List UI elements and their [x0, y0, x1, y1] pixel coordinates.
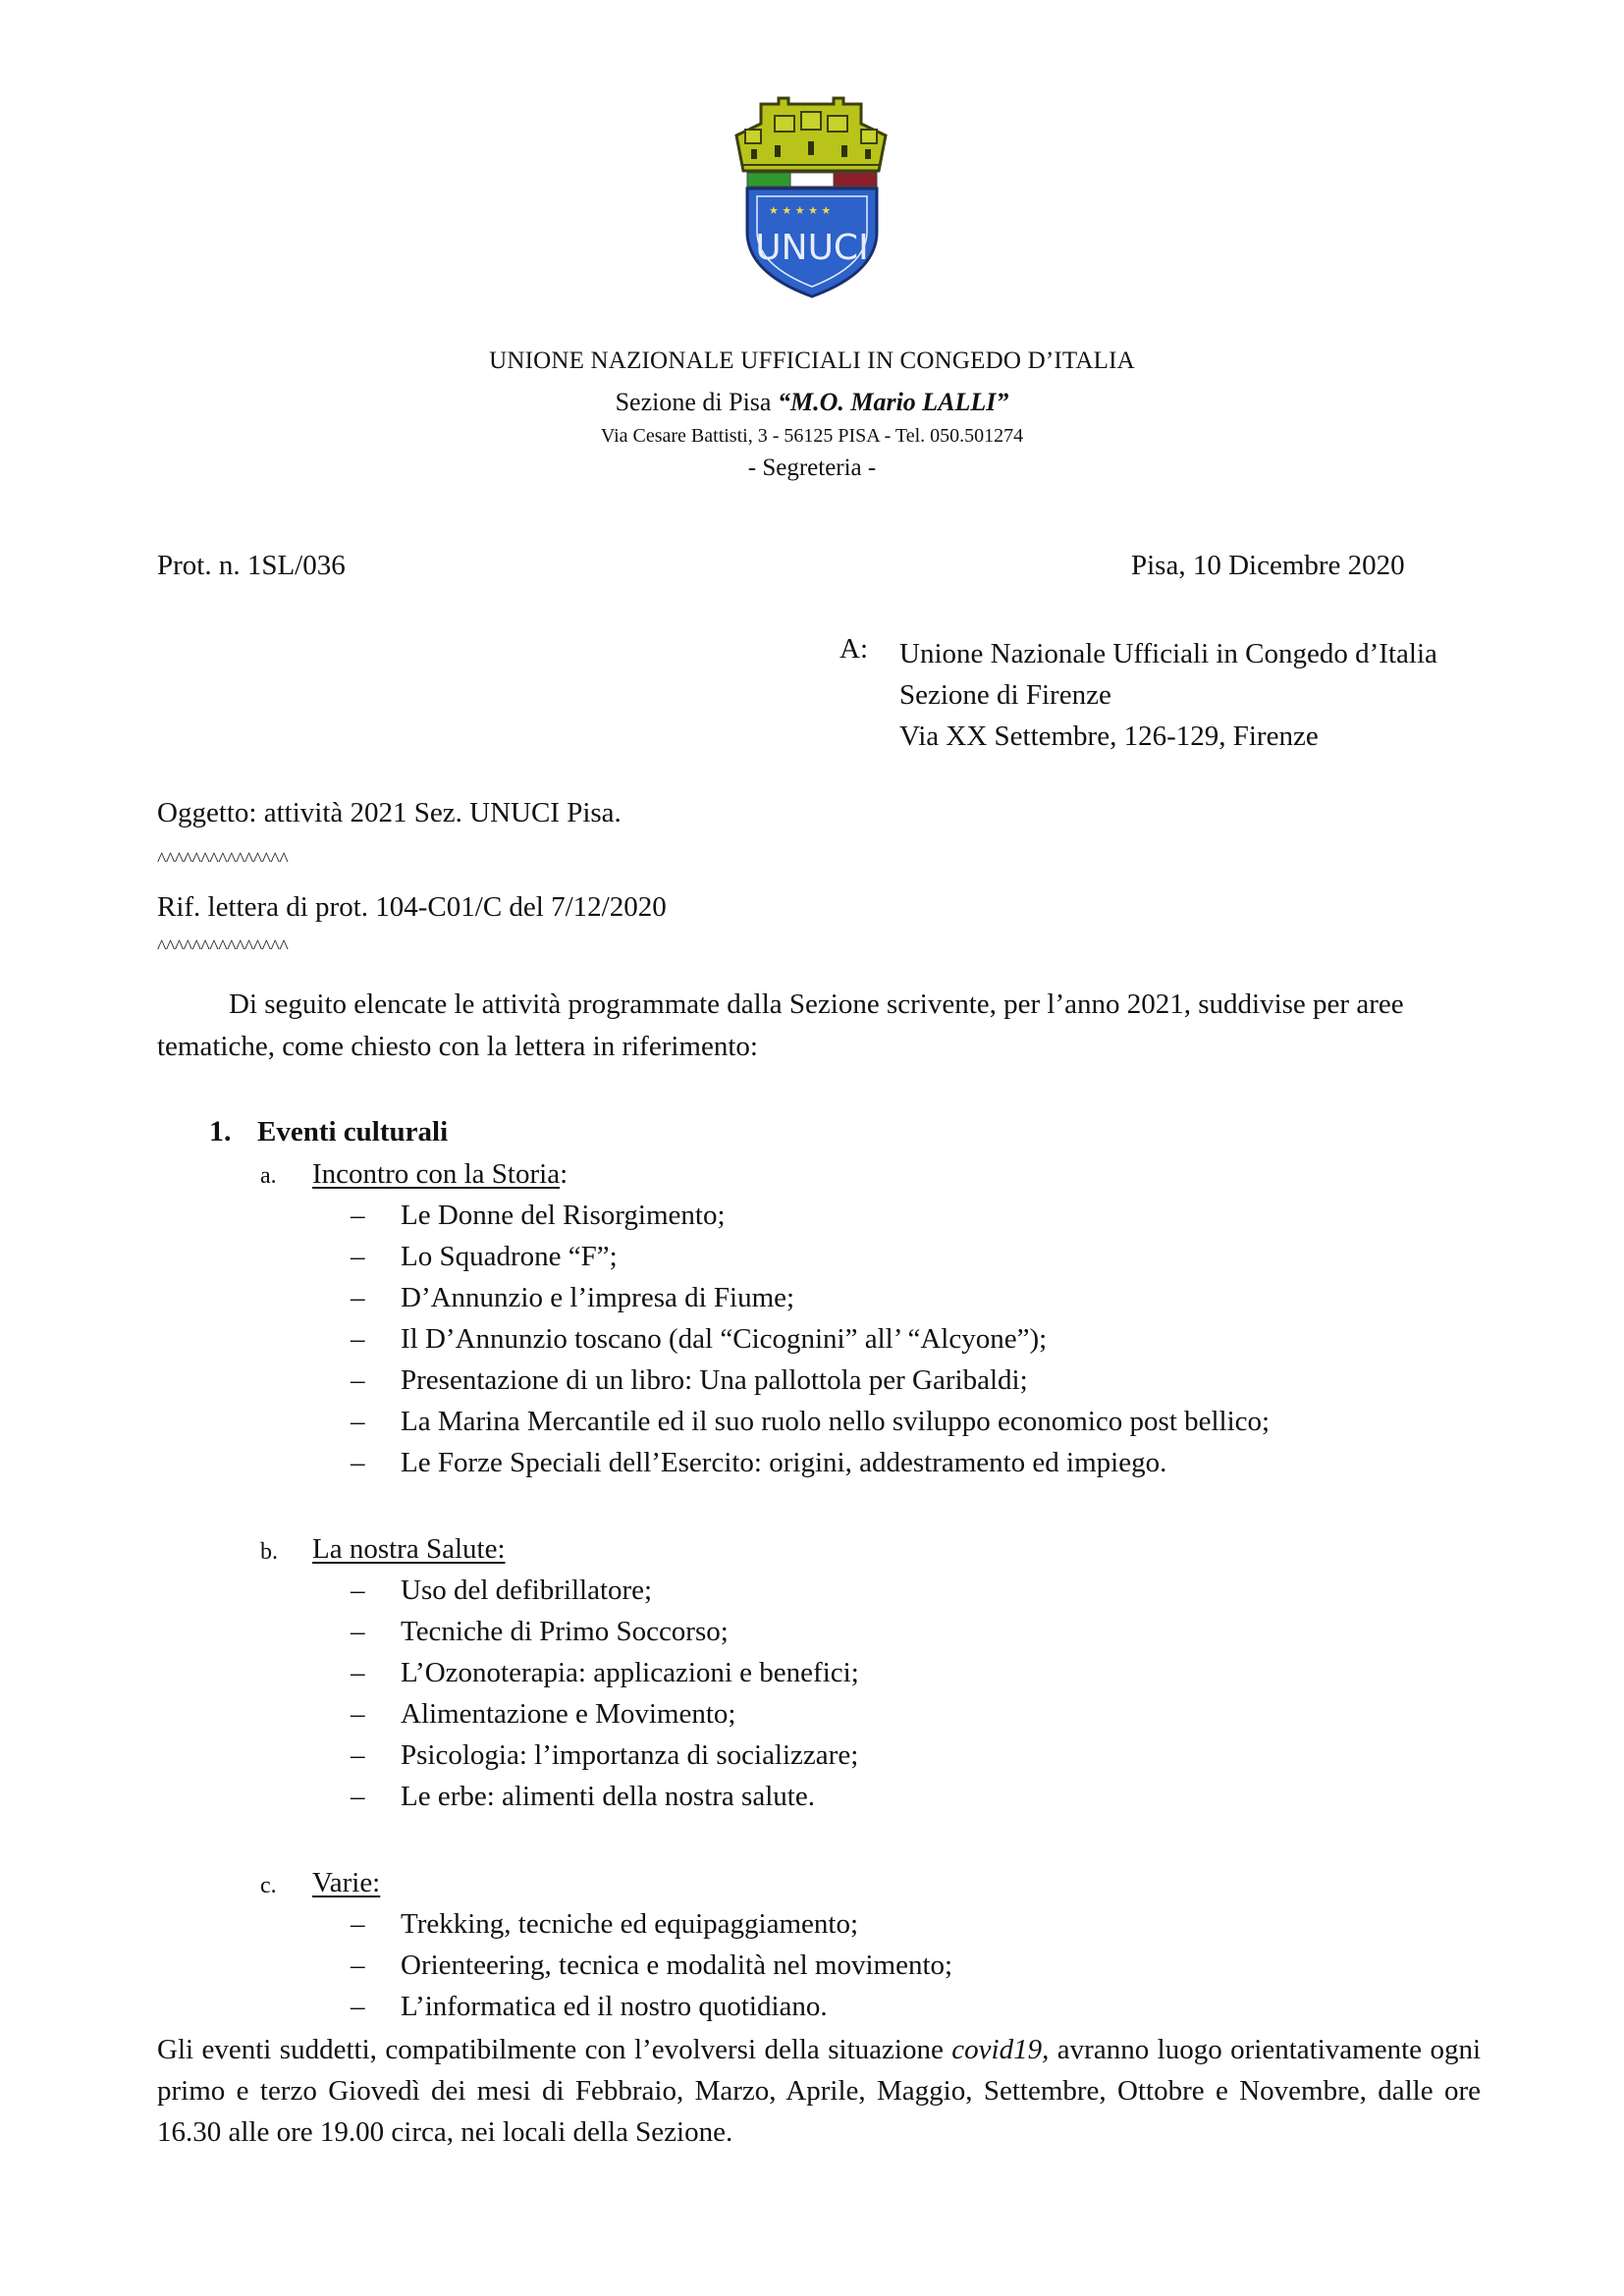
dash-bullet: –: [351, 1616, 365, 1647]
dash-bullet: –: [351, 1657, 365, 1688]
dash-bullet: –: [351, 1282, 365, 1313]
section-name: “M.O. Mario LALLI”: [777, 388, 1009, 416]
intro-line: tematiche, come chiesto con la lettera in riferimento:: [157, 1031, 758, 1062]
list-item: La Marina Mercantile ed il suo ruolo nello sviluppo economico post bellico;: [401, 1406, 1271, 1437]
dash-bullet: –: [351, 1447, 365, 1478]
recipient-line: Sezione di Firenze: [899, 679, 1111, 711]
dash-bullet: –: [351, 1364, 365, 1396]
dash-bullet: –: [351, 1949, 365, 1981]
dash-bullet: –: [351, 1698, 365, 1730]
protocol-number: Prot. n. 1SL/036: [157, 550, 346, 581]
reference: Rif. lettera di prot. 104-C01/C del 7/12/2020: [157, 891, 667, 923]
intro-line: Di seguito elencate le attività programmate dalla Sezione scrivente, per l’anno 2021, suddivise per aree: [229, 988, 1404, 1020]
list-item: L’Ozonoterapia: applicazioni e benefici;: [401, 1657, 859, 1688]
svg-text:★ ★ ★ ★ ★: ★ ★ ★ ★ ★: [769, 204, 832, 217]
sublist-title: Varie:: [312, 1867, 381, 1898]
list-item: L’informatica ed il nostro quotidiano.: [401, 1991, 828, 2022]
list-item: Psicologia: l’importanza di socializzare;: [401, 1739, 859, 1771]
dash-bullet: –: [351, 1781, 365, 1812]
list-item: Lo Squadrone “F”;: [401, 1241, 618, 1272]
sublist-letter: b.: [260, 1539, 278, 1565]
list-item: Trekking, tecniche ed equipaggiamento;: [401, 1908, 859, 1940]
list-item: Le Forze Speciali dell’Esercito: origini, addestramento ed impiego.: [401, 1447, 1167, 1478]
list-item: Tecniche di Primo Soccorso;: [401, 1616, 729, 1647]
list-item: D’Annunzio e l’impresa di Fiume;: [401, 1282, 795, 1313]
list-item: Il D’Annunzio toscano (dal “Cicognini” all’ “Alcyone”);: [401, 1323, 1048, 1355]
dash-bullet: –: [351, 1739, 365, 1771]
recipient-address: [899, 633, 1437, 757]
closing-paragraph: Gli eventi suddetti, compatibilmente con l’evolversi della situazione covid19, avranno luogo orientativamente ogni primo e terzo Giovedì dei mesi di Febbraio, Marzo, Aprile, Maggio, Settembre, Ottobre e Novembre, dalle ore 16.30 alle ore 19.00 circa, nei locali della Sezione.: [157, 2034, 1482, 2148]
crown-icon: [736, 98, 886, 171]
dash-bullet: –: [351, 1200, 365, 1231]
sublist-letter: c.: [260, 1873, 277, 1898]
list-item: Alimentazione e Movimento;: [401, 1698, 736, 1730]
unuci-crest-icon: [731, 94, 891, 298]
sublist-title: Incontro con la Storia:: [312, 1158, 568, 1190]
dash-bullet: –: [351, 1575, 365, 1606]
dash-bullet: –: [351, 1406, 365, 1437]
list-item: Le erbe: alimenti della nostra salute.: [401, 1781, 815, 1812]
recipient-line: Via XX Settembre, 126-129, Firenze: [899, 721, 1319, 752]
list-item: Orienteering, tecnica e modalità nel movimento;: [401, 1949, 953, 1981]
svg-text:UNUCI: UNUCI: [755, 228, 869, 268]
office-label: - Segreteria -: [747, 454, 877, 481]
recipient-line: Unione Nazionale Ufficiali in Congedo d’Italia: [899, 638, 1437, 669]
dash-bullet: –: [351, 1323, 365, 1355]
section-line: Sezione di Pisa “M.O. Mario LALLI”: [615, 388, 1009, 416]
recipient-label: A:: [839, 633, 868, 665]
dash-bullet: –: [351, 1991, 365, 2022]
covid-term: covid19,: [951, 2034, 1050, 2065]
section-title: Eventi culturali: [257, 1116, 449, 1148]
separator: ^^^^^^^^^^^^^^^: [157, 849, 289, 871]
sublist-title: La nostra Salute:: [312, 1533, 506, 1565]
section-number: 1.: [209, 1115, 232, 1148]
dash-bullet: –: [351, 1908, 365, 1940]
subject: Oggetto: attività 2021 Sez. UNUCI Pisa.: [157, 797, 622, 828]
address: Via Cesare Battisti, 3 - 56125 PISA - Tel. 050.501274: [600, 425, 1024, 447]
list-item: Uso del defibrillatore;: [401, 1575, 653, 1606]
place-date: Pisa, 10 Dicembre 2020: [1131, 550, 1405, 581]
org-name: UNIONE NAZIONALE UFFICIALI IN CONGEDO D’ITALIA: [489, 347, 1135, 374]
separator: ^^^^^^^^^^^^^^^: [157, 936, 289, 958]
list-item: Presentazione di un libro: Una pallottola per Garibaldi;: [401, 1364, 1028, 1396]
list-item: Le Donne del Risorgimento;: [401, 1200, 726, 1231]
dash-bullet: –: [351, 1241, 365, 1272]
sublist-letter: a.: [260, 1163, 277, 1189]
